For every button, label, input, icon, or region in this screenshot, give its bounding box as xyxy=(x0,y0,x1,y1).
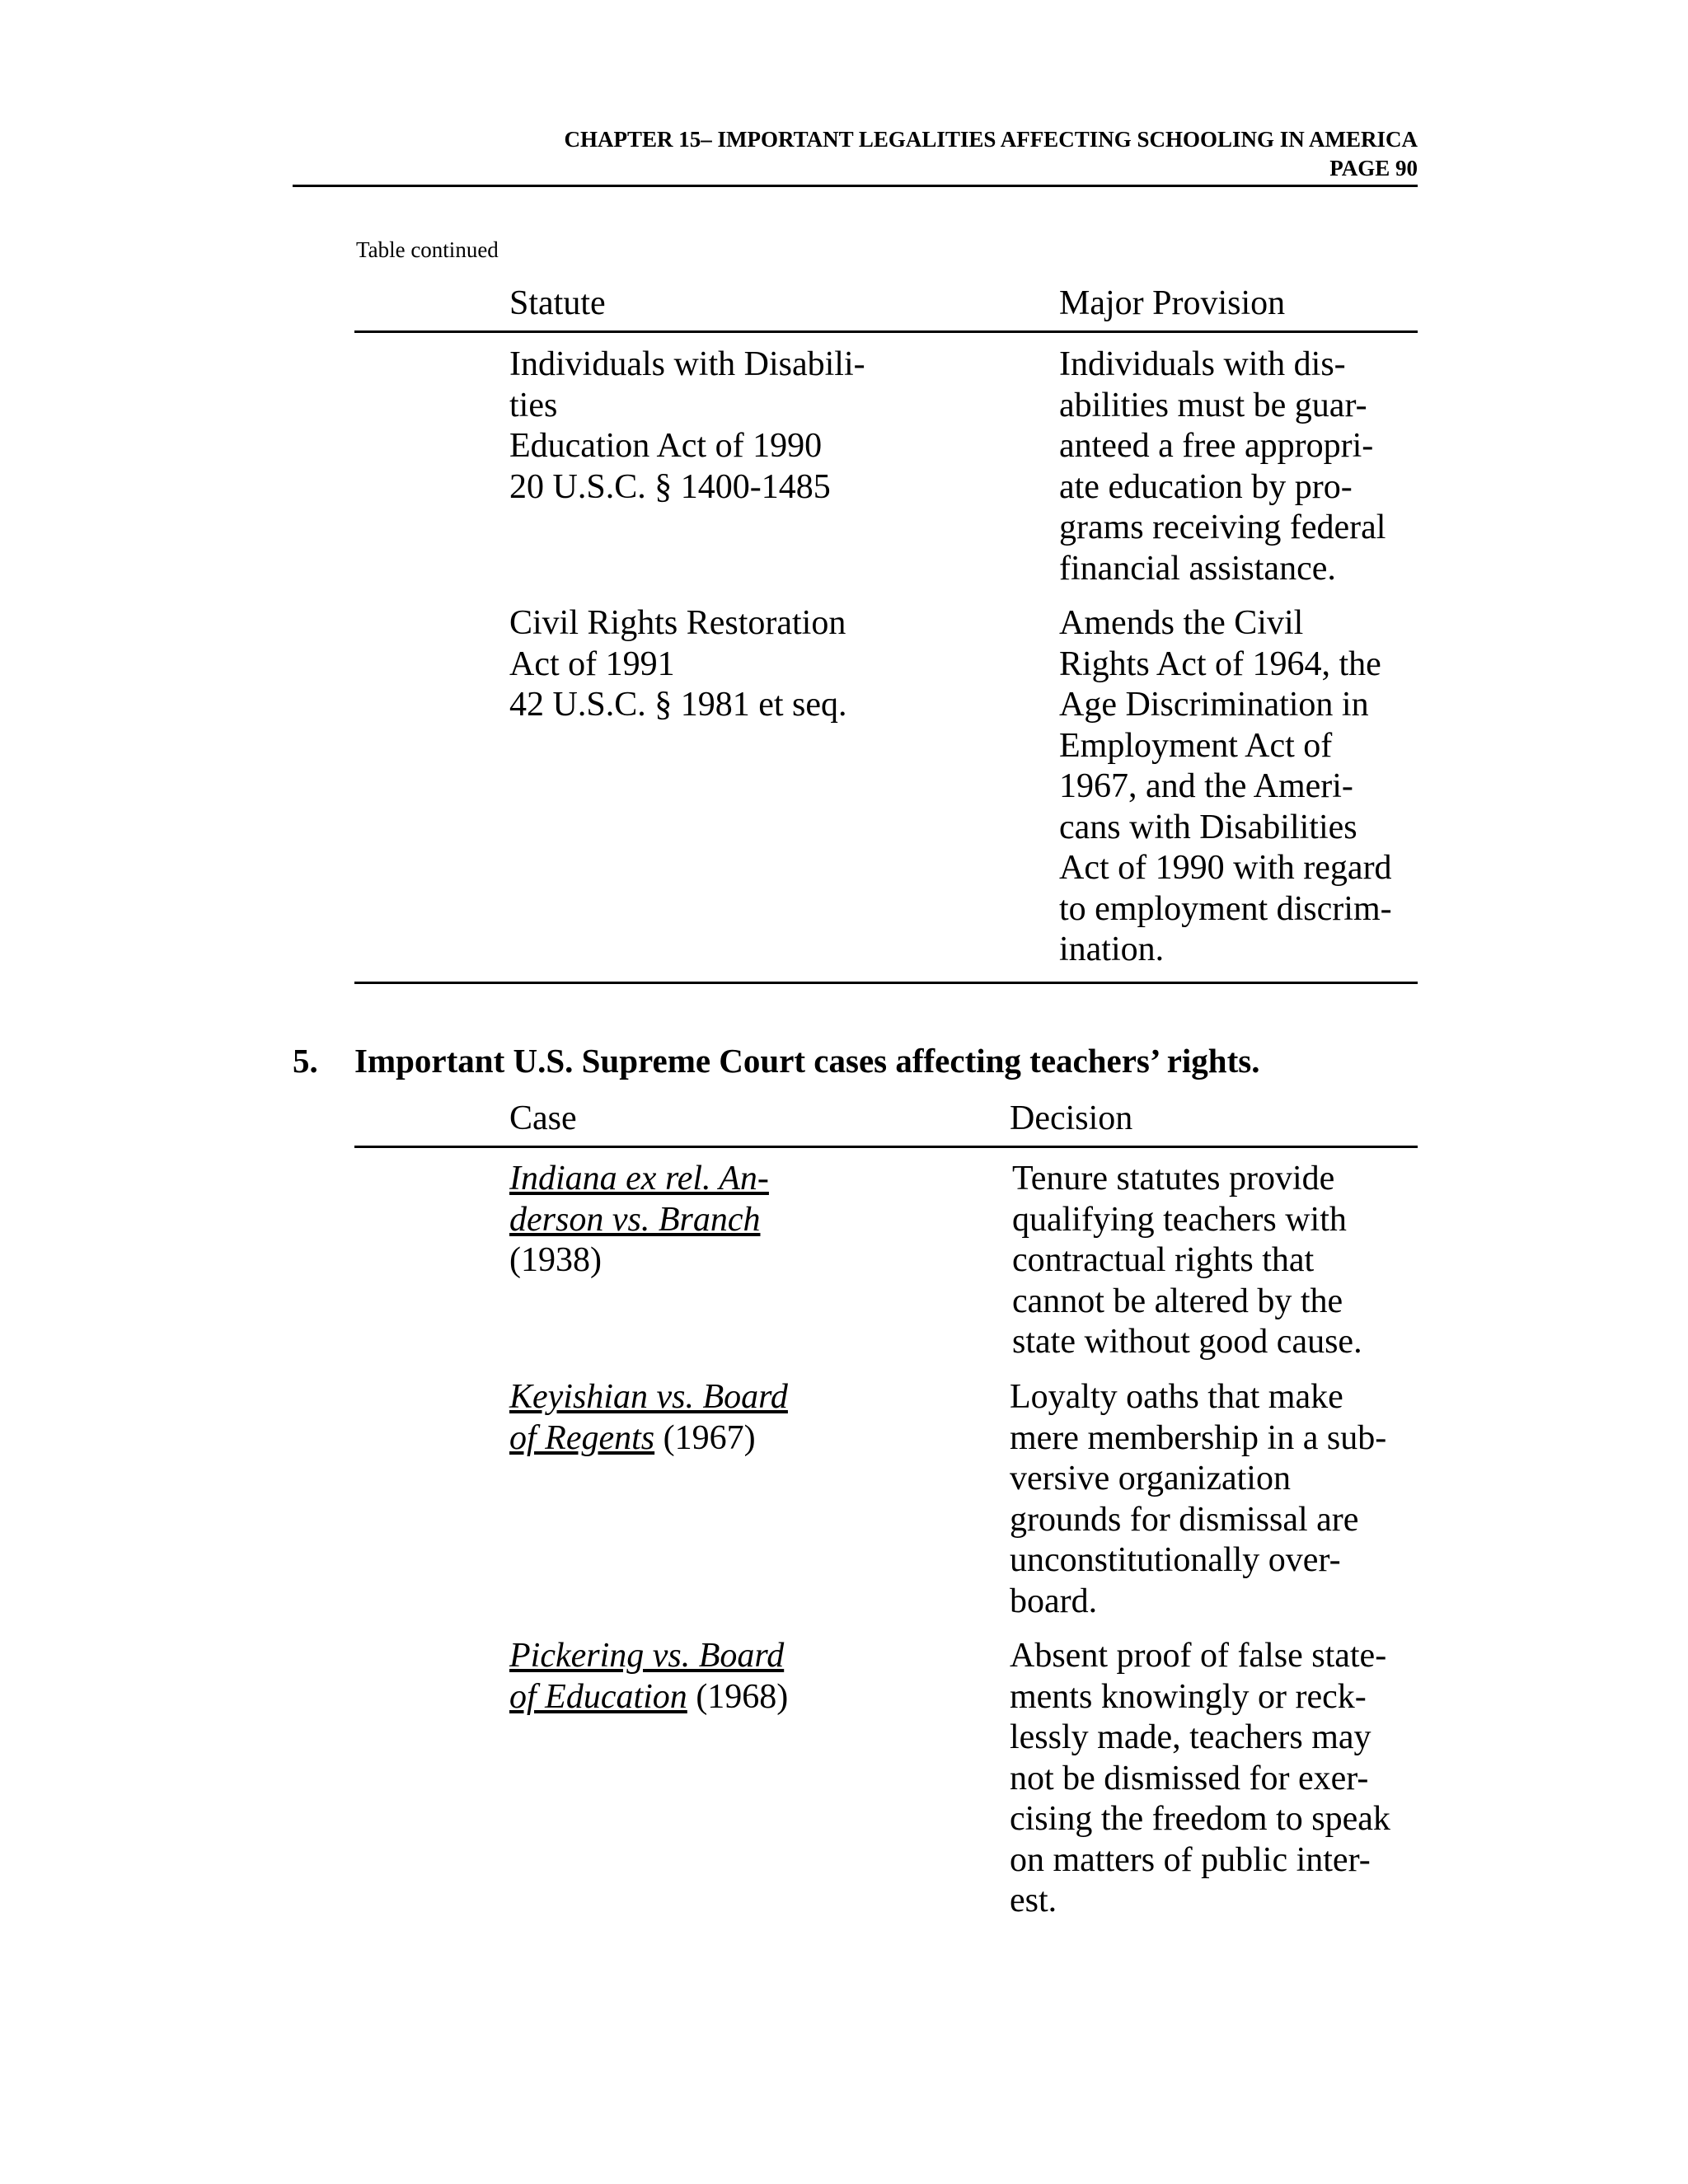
statute-line: 42 U.S.C. § 1981 et seq. xyxy=(509,686,847,724)
statute-column-header: Statute xyxy=(509,284,606,322)
provision-line: ate education by pro- xyxy=(1059,467,1353,506)
case-name: of Regents xyxy=(509,1418,655,1457)
provision-cell xyxy=(1059,344,1386,589)
provision-line: 1967, and the Ameri- xyxy=(1059,767,1353,805)
case-name: Keyishian vs. Board xyxy=(509,1378,788,1416)
decision-line: Loyalty oaths that make xyxy=(1010,1378,1343,1416)
provision-line: Individuals with dis- xyxy=(1059,345,1346,383)
case-column-header: Case xyxy=(509,1099,577,1137)
provision-line: ination. xyxy=(1059,930,1165,968)
provision-column-header: Major Provision xyxy=(1059,284,1286,322)
decision-line: ments knowingly or reck- xyxy=(1010,1677,1367,1716)
decision-cell xyxy=(1012,1159,1362,1363)
provision-line: anteed a free appropri- xyxy=(1059,427,1374,465)
decision-line: cising the freedom to speak xyxy=(1010,1800,1390,1838)
decision-line: board. xyxy=(1010,1582,1098,1620)
case-year: (1968) xyxy=(687,1677,789,1716)
case-name-line xyxy=(509,1159,769,1200)
header-rule xyxy=(293,185,1418,187)
decision-line: contractual rights that xyxy=(1012,1241,1315,1279)
case-cell xyxy=(509,1377,788,1459)
section-title: Important U.S. Supreme Court cases affecting teachers’ rights. xyxy=(354,1042,1260,1080)
case-cell xyxy=(509,1636,788,1718)
cases-header-rule xyxy=(354,1146,1418,1148)
case-cell xyxy=(509,1159,769,1282)
provision-line: Amends the Civil xyxy=(1059,604,1304,642)
decision-line: on matters of public inter- xyxy=(1010,1840,1371,1879)
provision-line: Employment Act of xyxy=(1059,726,1333,765)
decision-line: Absent proof of false state- xyxy=(1010,1637,1387,1675)
decision-column-header: Decision xyxy=(1010,1099,1133,1137)
decision-cell xyxy=(1010,1636,1390,1922)
table-bottom-rule xyxy=(354,982,1418,984)
decision-line: est. xyxy=(1010,1882,1057,1919)
statute-cell xyxy=(509,344,865,508)
decision-line: qualifying teachers with xyxy=(1012,1200,1347,1239)
statute-line: Act of 1991 xyxy=(509,644,675,683)
statute-line: 20 U.S.C. § 1400-1485 xyxy=(509,467,831,506)
provision-line: abilities must be guar- xyxy=(1059,386,1367,424)
statute-line: Individuals with Disabili- xyxy=(509,345,865,383)
case-name-line xyxy=(509,1418,788,1460)
decision-line: lessly made, teachers may xyxy=(1010,1718,1372,1756)
decision-line: mere membership in a sub- xyxy=(1010,1418,1387,1457)
case-year: (1938) xyxy=(509,1241,602,1279)
decision-line: versive organization xyxy=(1010,1460,1291,1497)
decision-cell xyxy=(1010,1377,1386,1622)
statute-cell xyxy=(509,603,847,726)
provision-cell xyxy=(1059,603,1392,971)
statute-line: ties xyxy=(509,386,558,424)
case-name-line xyxy=(509,1636,788,1677)
decision-line: unconstitutionally over- xyxy=(1010,1541,1341,1579)
case-name-line xyxy=(509,1200,769,1241)
running-header xyxy=(293,125,1418,183)
provision-line: cans with Disabilities xyxy=(1059,808,1357,846)
case-name-line xyxy=(509,1377,788,1418)
provision-line: financial assistance. xyxy=(1059,549,1336,588)
section-number: 5. xyxy=(293,1042,318,1080)
provision-line: to employment discrim- xyxy=(1059,889,1392,928)
provision-line: Rights Act of 1964, the xyxy=(1059,644,1381,683)
page-number: PAGE 90 xyxy=(1329,156,1418,180)
provision-line: grams receiving federal xyxy=(1059,509,1386,546)
case-name: derson vs. Branch xyxy=(509,1200,761,1239)
decision-line: state without good cause. xyxy=(1012,1323,1362,1361)
provision-line: Act of 1990 with regard xyxy=(1059,849,1392,887)
case-name-line xyxy=(509,1677,788,1718)
decision-line: cannot be altered by the xyxy=(1012,1282,1343,1320)
table-continued-note: Table continued xyxy=(356,237,499,262)
case-name: of Education xyxy=(509,1677,687,1716)
provision-line: Age Discrimination in xyxy=(1059,686,1369,724)
decision-line: grounds for dismissal are xyxy=(1010,1500,1359,1539)
statute-line: Education Act of 1990 xyxy=(509,427,823,465)
chapter-title: CHAPTER 15– IMPORTANT LEGALITIES AFFECTING SCHOOLING IN AMERICA xyxy=(564,127,1418,152)
decision-line: not be dismissed for exer- xyxy=(1010,1759,1369,1797)
table-header-rule xyxy=(354,330,1418,333)
case-name: Pickering vs. Board xyxy=(509,1637,785,1675)
decision-line: Tenure statutes provide xyxy=(1012,1160,1335,1197)
case-name: Indiana ex rel. An- xyxy=(509,1160,769,1197)
case-year: (1967) xyxy=(654,1418,756,1457)
statute-line: Civil Rights Restoration xyxy=(509,604,846,642)
